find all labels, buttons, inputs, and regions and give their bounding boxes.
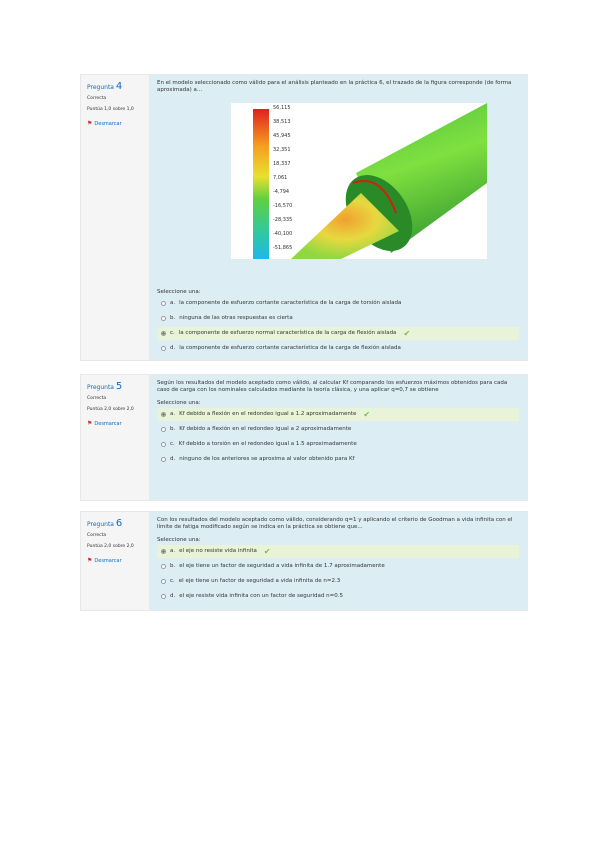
legend-label: 18,337 [273, 161, 291, 167]
radio-button[interactable] [161, 346, 166, 351]
legend-label: 56,115 [273, 105, 291, 111]
unflag-link[interactable]: ⚑ Desmarcar [87, 120, 122, 127]
question-state: Correcta [87, 396, 107, 401]
legend-label: -40,100 [273, 231, 293, 237]
legend-label: 45,945 [273, 133, 291, 139]
answer-option-a[interactable]: a. el eje no resiste vida infinita ✔ [157, 545, 519, 558]
question-info [81, 75, 149, 360]
answer-option-b[interactable]: b. el eje tiene un factor de seguridad a vida infinita de 1.7 aproximadamente [157, 560, 519, 573]
question-text: En el modelo seleccionado como válido para el análisis planteado en la práctica 6, el trazado de la figura corresponde (de forma aproximada) a... [157, 80, 512, 93]
answer-option-c[interactable]: c. la componente de esfuerzo normal característica de la carga de flexión aislada ✔ [157, 327, 519, 340]
unflag-link[interactable]: ⚑ Desmarcar [87, 420, 122, 427]
stress-contour-image [231, 103, 487, 259]
legend-label: -51,865 [273, 245, 293, 251]
answer-option-a[interactable]: a. la componente de esfuerzo cortante característica de la carga de torsión aislada [157, 297, 519, 310]
question-info [81, 375, 149, 500]
flag-icon: ⚑ [87, 420, 93, 427]
radio-button[interactable] [161, 442, 166, 447]
question-number: Pregunta 6 [87, 518, 123, 529]
flag-icon: ⚑ [87, 557, 93, 564]
radio-button[interactable] [161, 549, 166, 554]
legend-label: -28,335 [273, 217, 293, 223]
question-text: Según los resultados del modelo aceptado como válido, al calcular Kf comparando los esfuerzos máximos obtenidos para cada caso de carga con los nominales calculados mediante la teoría clásica, y una aplicar q=0,7 se obtiene [157, 380, 508, 393]
flag-icon: ⚑ [87, 120, 93, 127]
checkmark-icon: ✔ [403, 329, 411, 338]
answer-option-d[interactable]: d. el eje resiste vida infinita con un factor de seguridad n=0.5 [157, 590, 519, 603]
question-4 [80, 74, 528, 361]
question-content [149, 512, 527, 610]
radio-button[interactable] [161, 331, 166, 336]
answer-prompt: Seleccione una: [157, 289, 201, 295]
question-number: Pregunta 5 [87, 381, 123, 392]
checkmark-icon: ✔ [363, 410, 371, 419]
question-content [149, 375, 527, 500]
radio-button[interactable] [161, 412, 166, 417]
question-grade: Puntúa 2,0 sobre 2,0 [87, 407, 134, 412]
radio-button[interactable] [161, 301, 166, 306]
checkmark-icon: ✔ [263, 547, 271, 556]
answer-prompt: Seleccione una: [157, 400, 201, 406]
radio-button[interactable] [161, 427, 166, 432]
answer-option-c[interactable]: c. Kf debido a torsión en el redondeo igual a 1.5 aproximadamente [157, 438, 519, 451]
answer-option-b[interactable]: b. ninguna de las otras respuestas es cierta [157, 312, 519, 325]
question-6 [80, 511, 528, 611]
legend-label: -4,794 [273, 189, 290, 195]
question-grade: Puntúa 1,0 sobre 1,0 [87, 107, 134, 112]
stress-contour-svg [231, 103, 487, 259]
answer-option-a[interactable]: a. Kf debido a flexión en el redondeo igual a 1.2 aproximadamente ✔ [157, 408, 519, 421]
question-info [81, 512, 149, 610]
legend-label: 32,351 [273, 147, 291, 153]
radio-button[interactable] [161, 316, 166, 321]
question-grade: Puntúa 2,0 sobre 2,0 [87, 544, 134, 549]
answer-option-d[interactable]: d. ninguno de los anteriores se aproxima al valor obtenido para Kf [157, 453, 519, 466]
answer-option-d[interactable]: d. la componente de esfuerzo cortante característica de la carga de flexión aislada [157, 342, 519, 355]
question-number: Pregunta 4 [87, 81, 123, 92]
radio-button[interactable] [161, 564, 166, 569]
answer-prompt: Seleccione una: [157, 537, 201, 543]
legend-bar [253, 109, 269, 259]
legend-label: -16,570 [273, 203, 293, 209]
legend-label: 38,513 [273, 119, 291, 125]
radio-button[interactable] [161, 594, 166, 599]
radio-button[interactable] [161, 457, 166, 462]
question-5 [80, 374, 528, 501]
legend-label: 7,061 [273, 175, 288, 181]
question-state: Correcta [87, 533, 107, 538]
unflag-link[interactable]: ⚑ Desmarcar [87, 557, 122, 564]
question-text: Con los resultados del modelo aceptado como válido, considerando q=1 y aplicando el criterio de Goodman a vida infinita con el límite de fatiga modificado según se indica en la práctica se obtiene que... [157, 517, 513, 530]
radio-button[interactable] [161, 579, 166, 584]
question-state: Correcta [87, 96, 107, 101]
question-content [149, 75, 527, 360]
answer-option-b[interactable]: b. Kf debido a flexión en el redondeo igual a 2 aproximadamente [157, 423, 519, 436]
answer-option-c[interactable]: c. el eje tiene un factor de seguridad a vida infinita de n=2.3 [157, 575, 519, 588]
